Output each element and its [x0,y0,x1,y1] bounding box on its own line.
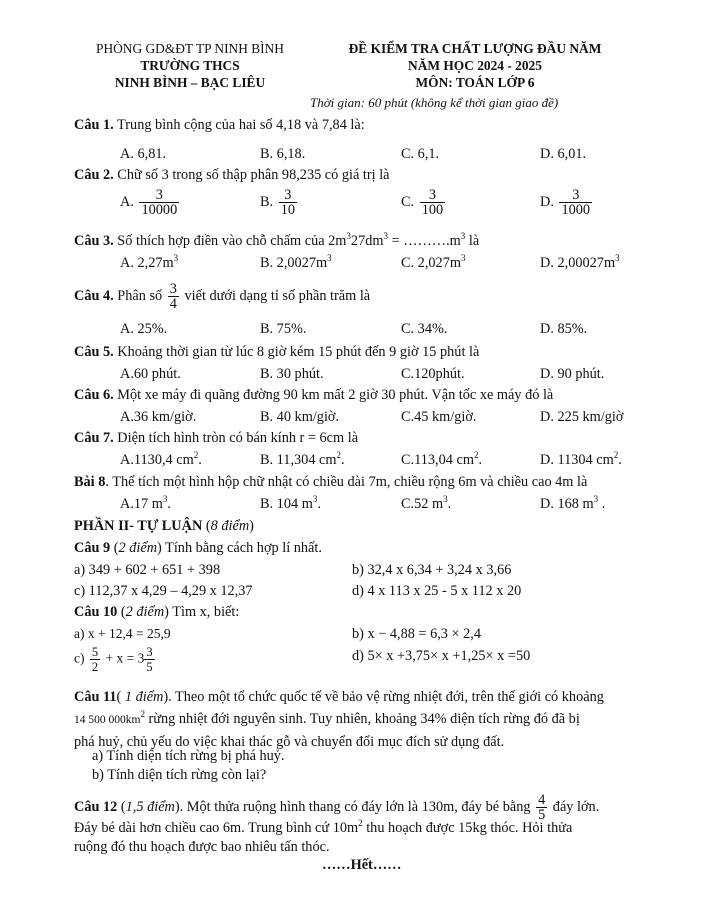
exam-title: ĐỀ KIỂM TRA CHẤT LƯỢNG ĐẦU NĂM [348,41,602,56]
question-text: . Thể tích một hình hộp chữ nhật có chiều dài 7m, chiều rộng 6m và chiều cao 4m là [105,474,588,490]
question-label: Câu 7. [74,430,114,446]
equation-text: + x = 3 [102,650,145,666]
question-11 [74,686,672,753]
fraction [559,188,592,217]
denominator: 10000 [141,202,178,218]
option-text: C. 2,027m [401,255,461,271]
exponent: 3 [460,253,466,263]
item-d: d) 4 x 113 x 25 - 5 x 112 x 20 [352,583,522,599]
paragraph-line [74,820,572,837]
question-9 [74,540,322,557]
item-c: c) 112,37 x 4,29 – 4,29 x 12,37 [74,583,253,599]
paragraph-line: ruộng đó thu hoạch được bao nhiêu tấn thóc. [74,839,330,855]
option-d: D. 85%. [540,321,588,337]
option-a [120,255,178,272]
denominator: 2 [91,660,99,674]
option-a [120,188,181,217]
option-text: A. 2,27m [120,255,174,271]
question-8 [74,474,587,491]
punctuation: ). [163,689,172,705]
question-points: 1 điểm [124,689,164,705]
option-d [540,496,605,513]
numerator: 3 [428,187,436,203]
exponent: 3 [327,253,332,263]
question-label: Câu 10 [74,604,118,620]
question-3 [74,233,479,250]
question-text: đáy lớn. [549,798,600,815]
fraction [144,645,154,674]
exponent: 3 [615,253,620,263]
option-d [540,452,622,469]
question-5 [74,344,479,361]
option-b [260,188,299,217]
question-2 [74,167,390,184]
question-text: Số thích hợp điền vào chỗ chấm của 2m [113,233,347,249]
item-a: a) 349 + 602 + 651 + 398 [74,562,221,578]
fraction [279,188,297,217]
numerator: 3 [155,187,163,203]
exponent: 3 [593,494,599,504]
exponent: 2 [140,709,145,719]
option-b: B. 6,18. [260,146,306,162]
option-text: . [198,452,202,468]
item-a: a) Tính diện tích rừng bị phá huỷ. [92,748,285,764]
numerator: 3 [284,187,292,203]
fraction [90,645,100,674]
punctuation: ( [110,540,119,556]
option-c [401,188,447,217]
department-name: PHÒNG GD&ĐT TP NINH BÌNH [96,41,284,56]
option-d: D. 225 km/giờ [540,409,624,425]
denominator: 4 [169,296,177,312]
option-text: B. 104 m [260,496,313,512]
question-label: Bài 8 [74,474,106,490]
exponent: 2 [613,450,619,460]
option-a [120,496,171,513]
punctuation: ) [164,604,169,620]
question-label: Câu 1. [74,117,114,133]
option-c [401,255,465,272]
exponent: 3 [443,494,448,504]
option-a: A.36 km/giờ. [120,409,197,425]
question-text: là [465,233,480,249]
option-c: C.45 km/giờ. [401,409,477,425]
option-letter: A. [120,193,134,210]
exponent: 3 [346,231,351,241]
question-text: Tìm x, biết: [168,604,240,620]
item-label: c) [74,650,88,666]
question-text: Khoảng thời gian từ lúc 8 giờ kém 15 phút đến 9 giờ 15 phút là [113,344,480,360]
fraction [420,188,445,217]
item-a: a) x + 12,4 = 25,9 [74,626,171,641]
punctuation: ( [116,689,125,705]
question-label: Câu 5. [74,344,114,360]
subject: MÔN: TOÁN LỚP 6 [415,75,535,90]
option-text: C.52 m [401,496,444,512]
numerator: 5 [91,645,99,659]
option-d: D. 90 phút. [540,366,605,382]
section-points: 8 điểm [210,518,250,534]
option-letter: C. [401,193,415,210]
question-text: Một xe máy đi quãng đường 90 km mất 2 giờ 30 phút. Vận tốc xe máy đó là [113,387,554,403]
option-text: . [341,452,345,468]
section-heading: PHẦN II- TỰ LUẬN (8 điểm) [74,518,254,534]
denominator: 1000 [561,202,591,218]
item-d: d) 5× x +3,75× x +1,25× x =50 [352,648,531,664]
option-text: D. 2,00027m [540,255,616,271]
option-a [120,452,202,469]
school-location: NINH BÌNH – BẠC LIÊU [114,75,266,90]
option-d: D. 6,01. [540,146,587,162]
question-label: Câu 2. [74,167,114,183]
denominator: 5 [146,660,153,674]
numerator: 3 [572,187,580,203]
question-text: Phân số [113,287,166,304]
fraction [139,188,179,217]
area-value: 14 500 000km [74,714,141,726]
option-text: D. 168 m [540,496,594,512]
denominator: 5 [538,807,546,823]
punctuation: ( [117,604,126,620]
numerator: 3 [169,281,177,297]
question-points: 1,5 điểm [125,798,175,815]
question-label: Câu 6. [74,387,114,403]
item-c [74,645,157,674]
option-b: B. 40 km/giờ. [260,409,340,425]
exponent: 3 [173,253,179,263]
question-text: Chữ số 3 trong số thập phân 98,235 có giá trị là [113,167,390,183]
question-label: Câu 3. [74,233,114,249]
option-a: A. 25%. [120,321,168,337]
option-b: B. 75%. [260,321,307,337]
end-marker: ……Hết…… [322,857,402,873]
question-6 [74,387,553,404]
exponent: 2 [336,450,342,460]
fraction [168,282,179,311]
option-d [540,255,620,272]
question-points: 2 điểm [125,604,165,620]
exam-header [325,40,625,91]
school-header [70,40,310,91]
question-text: 27dm [350,233,384,249]
option-text: B. 2,0027m [260,255,328,271]
option-letter: D. [540,193,554,210]
option-a: A.60 phút. [120,366,181,382]
question-label: Câu 12 [74,798,118,815]
school-year: NĂM HỌC 2024 - 2025 [408,58,542,73]
option-c [401,452,482,469]
option-text: . [618,452,622,468]
section-title: PHẦN II- TỰ LUẬN [74,518,203,534]
numerator: 3 [146,645,153,659]
option-c: C.120phút. [401,366,465,382]
question-1 [74,117,365,134]
exponent: 3 [383,231,388,241]
denominator: 100 [421,202,444,218]
option-text: B. 11,304 cm [260,452,337,468]
question-text: Theo một tổ chức quốc tế về bảo vệ rừng nhiệt đới, trên thế giới có khoảng [171,689,604,705]
option-text: C.113,04 cm [401,452,474,468]
school-name: TRƯỜNG THCS [140,58,240,73]
question-text: rừng nhiệt đới nguyên sinh. Tuy nhiên, khoảng 34% diện tích rừng đó đã bị [144,711,580,727]
option-text: A.17 m [120,496,163,512]
question-text: viết dưới dạng tỉ số phần trăm là [180,287,371,304]
item-b: b) x − 4,88 = 6,3 × 2,4 [352,626,482,642]
option-text: . [478,452,483,468]
question-text: thu hoạch được 15kg thóc. Hỏi thửa [362,820,573,836]
fraction [536,793,547,822]
question-label: Câu 11 [74,689,117,705]
paragraph-line [74,708,672,731]
item-b: b) Tính diện tích rừng còn lại? [92,767,267,783]
question-text: Đáy bé dài hơn chiều cao 6m. Trung bình cứ 10m [74,820,359,836]
option-text: A.1130,4 cm [120,452,194,468]
question-label: Câu 4. [74,287,114,304]
option-letter: B. [260,193,274,210]
option-text: . [598,496,606,512]
item-b: b) 32,4 x 6,34 + 3,24 x 3,66 [352,562,512,578]
option-text: D. 11304 cm [540,452,614,468]
exponent: 3 [460,231,466,241]
exponent: 2 [358,818,363,828]
numerator: 4 [538,792,546,808]
option-a: A. 6,81. [120,146,167,162]
question-4 [74,282,370,311]
question-text: = ……….m [388,233,461,249]
question-points: 2 điểm [118,540,158,556]
option-b [260,452,345,469]
question-12 [74,793,599,822]
question-text: Một thửa ruộng hình thang có đáy lớn là 130m, đáy bé bằng [183,798,535,815]
question-text: Tính bằng cách hợp lí nhất. [161,540,322,556]
paragraph-line [74,686,672,708]
punctuation: ). [174,798,184,815]
option-c [401,496,451,513]
question-10 [74,604,239,621]
option-d [540,188,594,217]
exam-duration: Thời gian: 60 phút (không kể thời gian giao đề) [310,95,559,110]
exponent: 3 [312,494,318,504]
option-text: . [317,496,321,512]
exponent: 2 [473,450,479,460]
exponent: 3 [162,494,168,504]
option-c: C. 34%. [401,321,448,337]
punctuation: ( [117,798,126,815]
question-label: Câu 9 [74,540,111,556]
question-7 [74,430,358,447]
exponent: 2 [193,450,199,460]
option-text: . [447,496,452,512]
question-text: Trung bình cộng của hai số 4,18 và 7,84 là: [113,117,365,133]
option-text: . [167,496,171,512]
option-b [260,255,332,272]
option-b: B. 30 phút. [260,366,324,382]
punctuation: ) [157,540,162,556]
option-c: C. 6,1. [401,146,440,162]
option-b [260,496,321,513]
denominator: 10 [280,202,295,218]
question-text: Diện tích hình tròn có bán kính r = 6cm là [113,430,359,446]
paragraph-line: phá huỷ, chủ yếu do việc khai thác gỗ và chuyển đổi mục đích sử dụng đất. [74,734,505,750]
